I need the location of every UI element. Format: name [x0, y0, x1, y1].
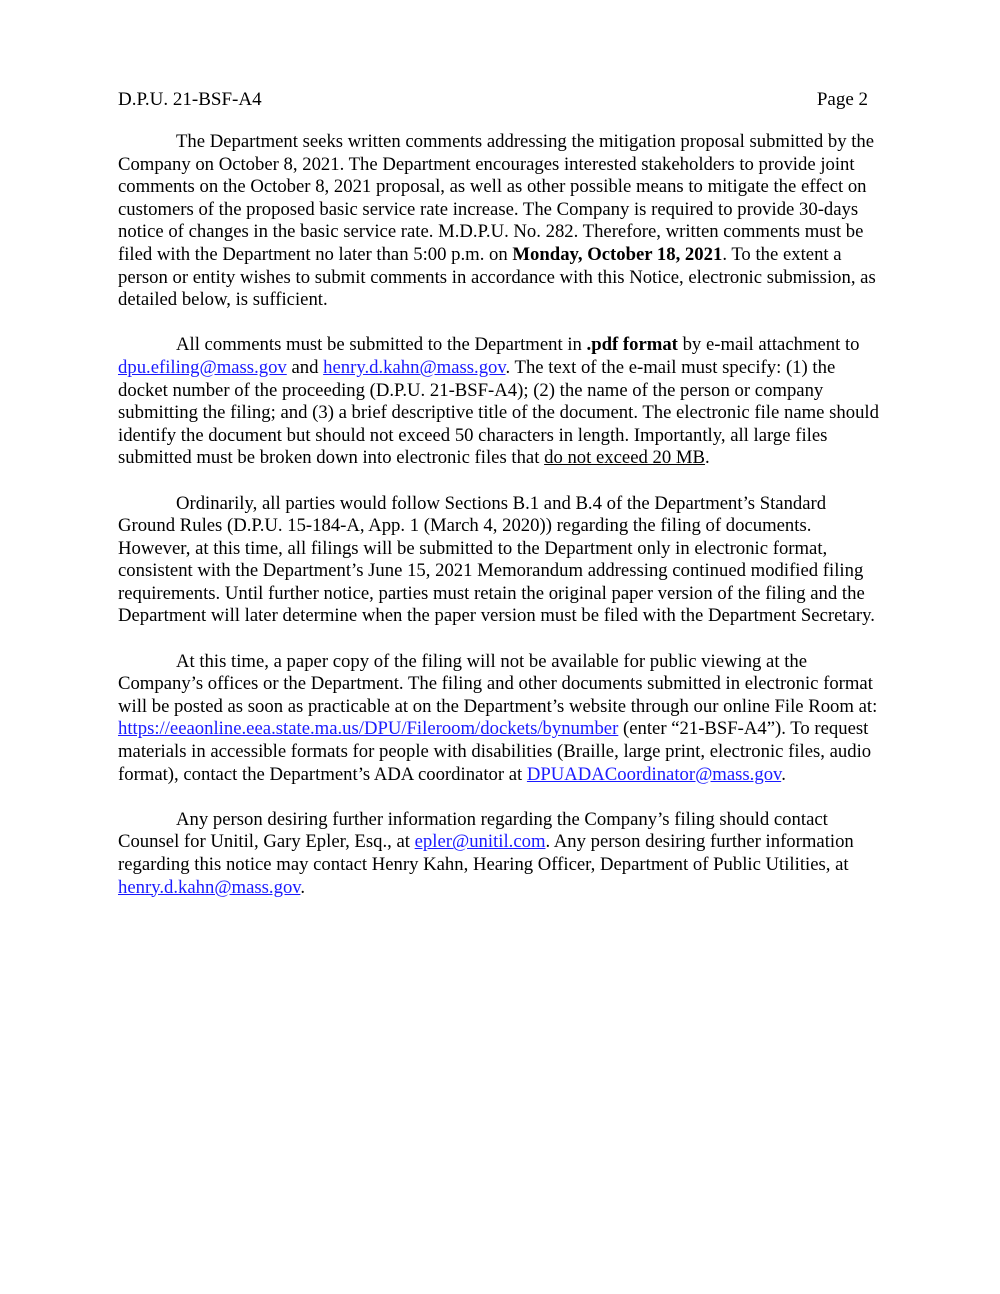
text-span: (enter “21-BSF-A4”). To request materials in accessible formats for people with disabilities (Braille, large print, electronic files, audio format), contact the Department’s ADA coordinator at: [118, 718, 872, 785]
text-span: The Department seeks written comments addressing the mitigation proposal submitted by the Company on October 8, 2021. The Department encourages interested stakeholders to provide joint comments on the October 8, 2021 proposal, as well as other possible means to mitigate the effect on customers of the proposed basic service rate increase. The Company is required to provide 30-days notice of changes in the basic service rate. M.D.P.U. No. 282. Therefore, written comments must be filed with the Department no later than 5:00 p.m. on: [118, 131, 875, 265]
paragraph-contact-info: [118, 809, 884, 899]
paragraph-submission-instructions: [118, 334, 884, 470]
fileroom-url-link[interactable]: https://eeaonline.eea.state.ma.us/DPU/Fileroom/dockets/bynumber: [118, 718, 619, 740]
text-span: At this time, a paper copy of the filing will not be available for public viewing at the Company’s offices or the Department. The filing and other documents submitted in electronic format will be posted as soon as practicable at on the Department’s website through our online File Room at:: [118, 650, 878, 717]
text-span: . Any person desiring further information regarding this notice may contact Henry Kahn, Hearing Officer, Department of Public Utilities, at: [118, 831, 854, 875]
text-span: .: [300, 876, 306, 898]
text-span: . The text of the e-mail must specify: (1) the docket number of the proceeding (D.P.U. 21-BSF-A4); (2) the name of the person or company submitting the filing; and (3) a brief descriptive title of the document. The electronic file name should identify the document but should not exceed 50 characters in length. Importantly, all large files submitted must be broken down into electronic files that: [118, 356, 879, 469]
kahn-email-link[interactable]: henry.d.kahn@mass.gov: [323, 356, 506, 378]
paragraph-ground-rules: [118, 493, 884, 629]
text-span: Any person desiring further information regarding the Company’s filing should contact Counsel for Unitil, Gary Epler, Esq., at: [118, 808, 828, 853]
deadline-date: Monday, October 18, 2021: [512, 243, 723, 265]
text-span: All comments must be submitted to the Department in: [176, 334, 587, 356]
text-span: .: [704, 447, 710, 469]
text-span: by e-mail attachment to: [677, 334, 860, 356]
text-span: . To the extent a person or entity wishes to submit comments in accordance with this Notice, electronic submission, as detailed below, is sufficient.: [118, 243, 876, 311]
pdf-format-label: .pdf format: [586, 334, 678, 356]
ada-coordinator-email-link[interactable]: DPUADACoordinator@mass.gov: [526, 763, 782, 785]
text-span: and: [286, 356, 324, 378]
paragraph-comments-request: [118, 131, 884, 312]
page-number: Page 2: [816, 89, 868, 110]
document-body: [118, 131, 884, 899]
kahn-contact-email-link[interactable]: henry.d.kahn@mass.gov: [118, 876, 301, 898]
text-span: Ordinarily, all parties would follow Sections B.1 and B.4 of the Department’s Standard Ground Rules (D.P.U. 15-184-A, App. 1 (March 4, 2020)) regarding the filing of documents. However, at this time, all filings will be submitted to the Department only in electronic format, consistent with the Department’s June 15, 2021 Memorandum addressing continued modified filing requirements. Until further notice, parties must retain the original paper version of the filing and the Department will later determine when the paper version must be filed with the Department Secretary.: [118, 492, 875, 627]
text-span: .: [781, 763, 786, 785]
epler-email-link[interactable]: epler@unitil.com: [414, 831, 546, 853]
efiling-email-link[interactable]: dpu.efiling@mass.gov: [118, 356, 287, 378]
file-size-limit: do not exceed 20 MB: [544, 447, 705, 469]
docket-number: D.P.U. 21-BSF-A4: [118, 89, 262, 110]
paragraph-public-viewing: [118, 651, 884, 787]
